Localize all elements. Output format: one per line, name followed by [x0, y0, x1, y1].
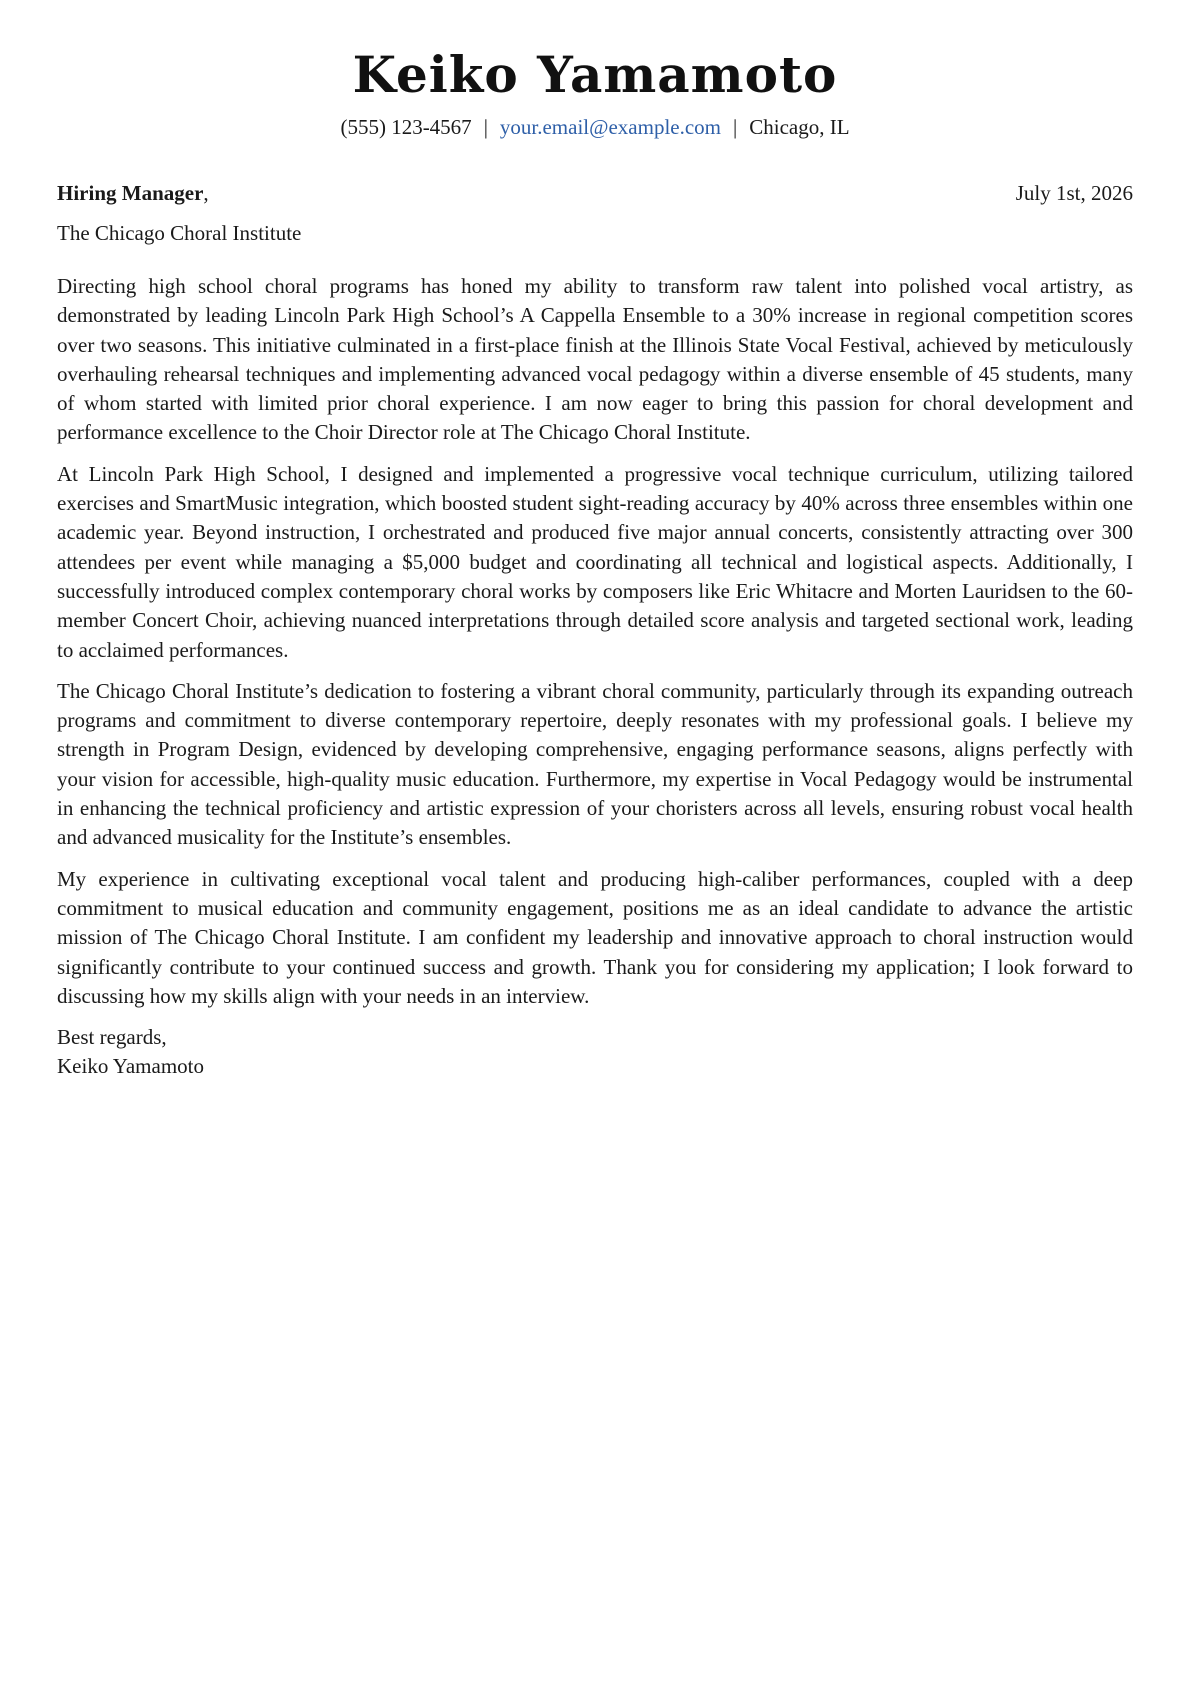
signature-name: Keiko Yamamoto — [57, 1054, 204, 1079]
body-paragraph: My experience in cultivating exceptional vocal talent and producing high-caliber performances, coupled with a deep commitment to musical education and community engagement, positions me as an ideal candidate to advance the artistic mission of The Chicago Choral Institute. I am confident my leadership and innovative approach to choral instruction would significantly contribute to your continued success and growth. Thank you for considering my application; I look forward to discussing how my skills align with your needs in an interview. — [57, 866, 1133, 1008]
contact-separator: | — [733, 115, 738, 139]
body-paragraph: The Chicago Choral Institute’s dedication to fostering a vibrant choral community, particularly through its expanding outreach programs and commitment to diverse contemporary repertoire, deeply resonates with my professional goals. I believe my strength in Program Design, evidenced by developing comprehensive, engaging performance seasons, aligns perfectly with your vision for accessible, high-quality music education. Furthermore, my expertise in Vocal Pedagogy would be instrumental in enhancing the technical proficiency and artistic expression of your choristers across all levels, ensuring robust vocal health and advanced musicality for the Institute’s ensembles. — [57, 678, 1133, 850]
letter-body — [57, 272, 1133, 1011]
recipient-company: The Chicago Choral Institute — [57, 221, 302, 245]
applicant-name: Keiko Yamamoto — [352, 45, 838, 104]
phone-number: (555) 123-4567 — [340, 115, 472, 139]
valediction: Best regards, — [57, 1025, 167, 1050]
salutation-punctuation: , — [203, 181, 209, 205]
contact-line — [57, 114, 1133, 140]
email-link[interactable]: your.email@example.com — [499, 115, 722, 139]
cover-letter-page — [57, 0, 1133, 1082]
location: Chicago, IL — [749, 115, 850, 139]
body-paragraph: At Lincoln Park High School, I designed and implemented a progressive vocal technique curriculum, utilizing tailored exercises and SmartMusic integration, which boosted student sight-reading accuracy by 40% across three ensembles within one academic year. Beyond instruction, I orchestrated and produced five major annual concerts, consistently attracting over 300 attendees per event while managing a $5,000 budget and coordinating all technical and logistical aspects. Additionally, I successfully introduced complex contemporary choral works by composers like Eric Whitacre and Morten Lauridsen to the 60-member Concert Choir, achieving nuanced interpretations through detailed score analysis and targeted sectional work, leading to acclaimed performances. — [57, 461, 1133, 662]
contact-separator: | — [483, 115, 488, 139]
salutation — [57, 180, 209, 206]
letter-date: July 1st, 2026 — [1015, 181, 1133, 205]
letter-closing — [57, 1023, 1133, 1082]
body-paragraph: Directing high school choral programs has honed my ability to transform raw talent into polished vocal artistry, as demonstrated by leading Lincoln Park High School’s A Cappella Ensemble to a 30% increase in regional competition scores over two seasons. This initiative culminated in a first-place finish at the Illinois State Vocal Festival, achieved by meticulously overhauling rehearsal techniques and implementing advanced vocal pedagogy within a diverse ensemble of 45 students, many of whom started with limited prior choral experience. I am now eager to bring this passion for choral development and performance excellence to the Choir Director role at The Chicago Choral Institute. — [57, 274, 1133, 445]
salutation-date-row — [57, 180, 1133, 206]
recipient-name: Hiring Manager — [57, 181, 204, 205]
